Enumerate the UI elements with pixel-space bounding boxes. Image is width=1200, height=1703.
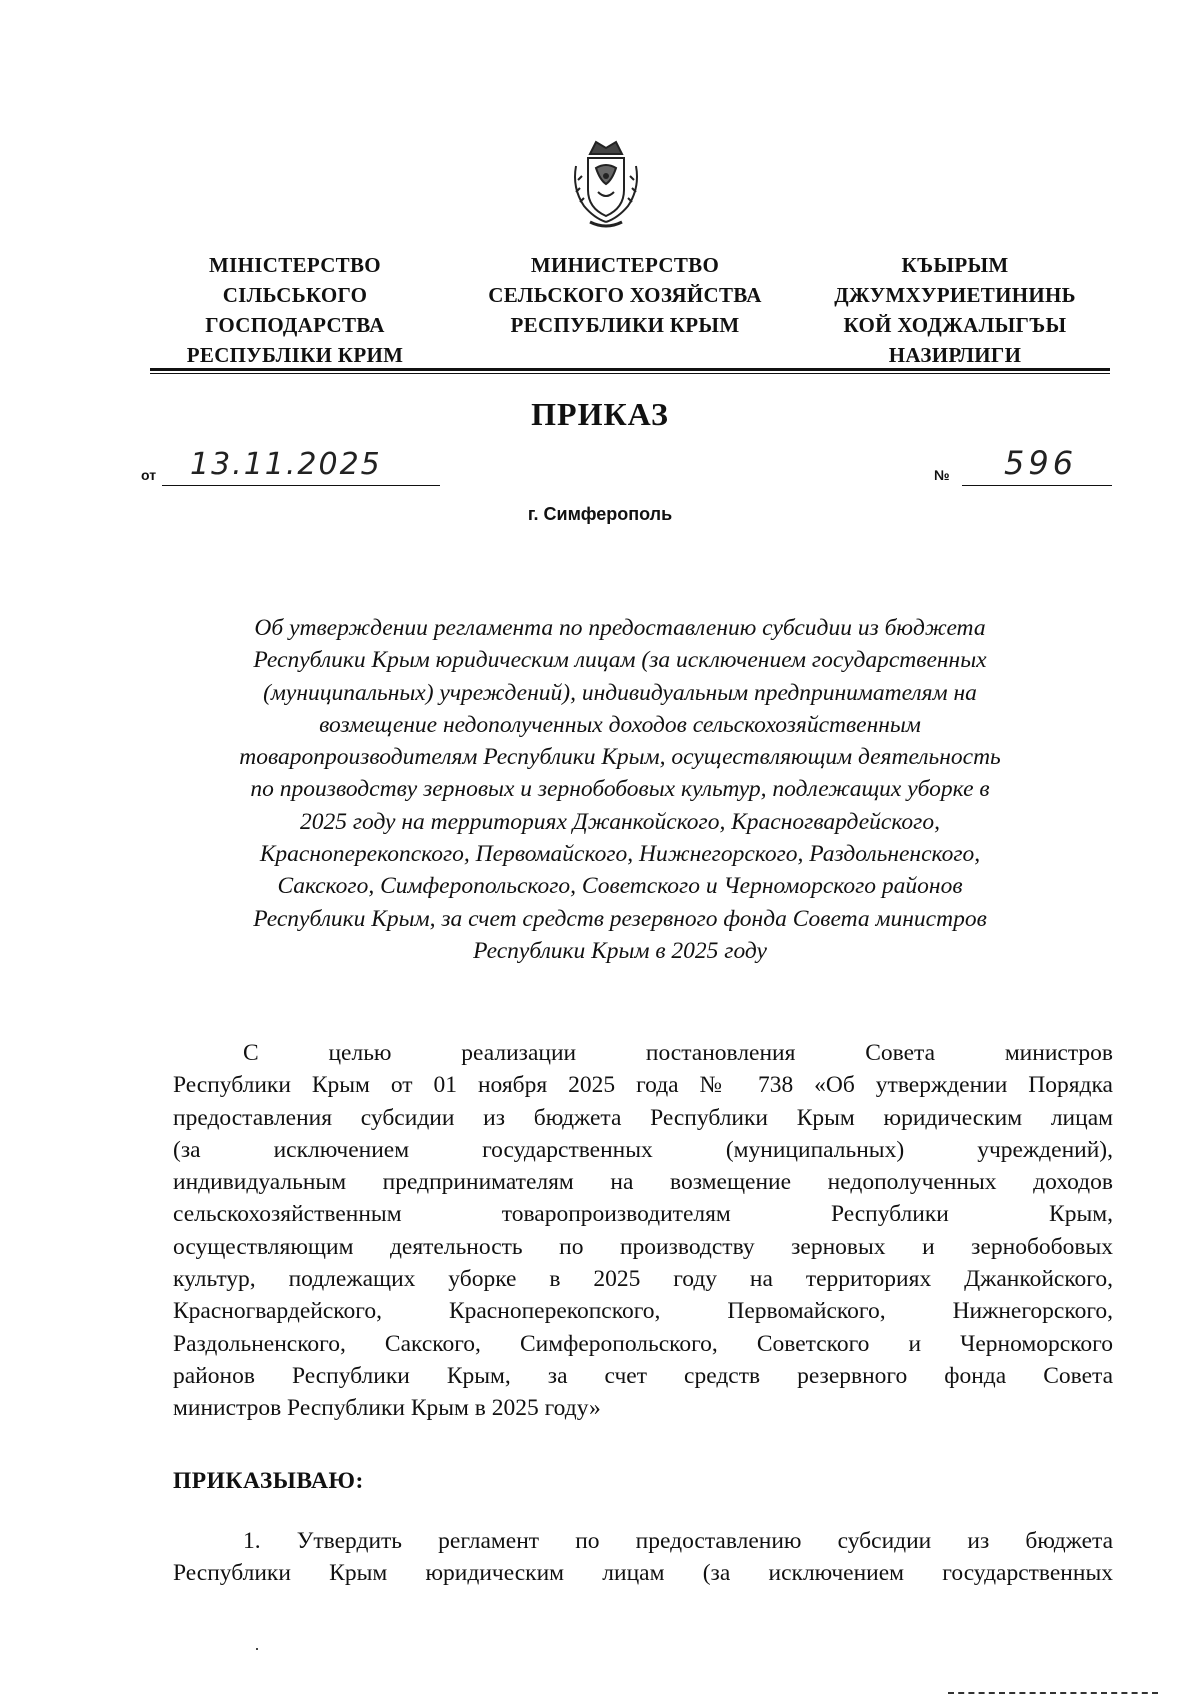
org-line: СЕЛЬСКОГО ХОЗЯЙСТВА [488,283,762,307]
handwritten-date: 13.11.2025 [190,447,382,482]
date-underline [162,485,440,486]
date-prefix: от [141,467,157,483]
order-heading: ПРИКАЗЫВАЮ: [173,1468,364,1494]
preamble-line: С целью реализации постановления Совета министров [243,1040,1113,1066]
org-line: МІНІСТЕРСТВО [209,253,381,277]
preamble-line: сельскохозяйственным товаропроизводителям Республики Крым, [173,1201,1113,1228]
subject-line: (муниципальных) учреждений), индивидуальным предпринимателям на [263,679,977,706]
subject-line: Республики Крым в 2025 году [473,937,767,964]
subject-line: 2025 году на территориях Джанкойского, Красногвардейского, [300,808,940,835]
subject-line: Республики Крым юридическим лицам (за исключением государственных [253,647,987,674]
subject-line: товаропроизводителям Республики Крым, осуществляющим деятельность [239,744,1001,771]
preamble-line: министров Республики Крым в 2025 году» [173,1395,601,1422]
item-line: 1. Утвердить регламент по предоставлению субсидии из бюджета [243,1528,1113,1554]
preamble-line: культур, подлежащих уборке в 2025 году на территориях Джанкойского, [173,1266,1113,1293]
header-divider-thin [150,373,1110,374]
preamble-paragraph [173,1037,1113,1425]
coat-of-arms-icon [568,136,644,232]
header-divider-thick [150,368,1110,371]
order-subject [170,612,1070,967]
ministry-name-crimean-tatar [810,250,1100,370]
preamble-line: осуществляющим деятельность по производству зерновых и зернобобовых [173,1233,1113,1260]
preamble-line: индивидуальным предпринимателям на возмещение недополученных доходов [173,1169,1113,1196]
org-line: СІЛЬСЬКОГО [222,283,368,307]
org-line: РЕСПУБЛИКИ КРЫМ [510,313,740,337]
ministry-name-russian [455,250,795,340]
number-prefix: № [934,467,950,483]
preamble-line: районов Республики Крым, за счет средств резервного фонда Совета [173,1362,1113,1389]
subject-line: возмещение недополученных доходов сельскохозяйственным [319,711,921,738]
preamble-line: (за исключением государственных (муниципальных) учреждений), [173,1136,1113,1163]
scan-speck [256,1648,258,1650]
document-title: ПРИКАЗ [531,396,669,432]
order-item-1 [173,1525,1113,1590]
org-line: КЪЫРЫМ [901,253,1009,277]
preamble-line: Республики Крым от 01 ноября 2025 года № 738 «Об утверждении Порядка [173,1072,1113,1099]
subject-line: по производству зерновых и зернобобовых культур, подлежащих уборке в [250,776,990,803]
preamble-line: Красногвардейского, Красноперекопского, Первомайского, Нижнегорского, [173,1298,1113,1325]
org-line: РЕСПУБЛІКИ КРИМ [186,343,404,367]
handwritten-number: 596 [1004,444,1078,482]
number-underline [962,485,1112,486]
preamble-line: предоставления субсидии из бюджета Республики Крым юридическим лицам [173,1104,1113,1131]
subject-line: Сакского, Симферопольского, Советского и Черноморского районов [277,873,963,900]
org-line: КОЙ ХОДЖАЛЫГЪЫ [843,313,1067,337]
org-line: МИНИСТЕРСТВО [530,253,720,277]
ministry-name-ukrainian [150,250,440,370]
city-name: г. Симферополь [527,504,673,524]
item-line: Республики Крым юридическим лицам (за исключением государственных [173,1560,1113,1587]
subject-line: Об утверждении регламента по предоставлению субсидии из бюджета [254,615,986,641]
subject-line: Красноперекопского, Первомайского, Нижнегорского, Раздольненского, [259,841,981,868]
org-line: НАЗИРЛИГИ [888,343,1022,367]
footer-dashed-mark [948,1692,1158,1694]
preamble-line: Раздольненского, Сакского, Симферопольского, Советского и Черноморского [173,1330,1113,1357]
org-line: ДЖУМХУРИЕТИНИНЬ [834,283,1076,307]
subject-line: Республики Крым, за счет средств резервного фонда Совета министров [253,905,987,932]
org-line: ГОСПОДАРСТВА [205,313,385,337]
